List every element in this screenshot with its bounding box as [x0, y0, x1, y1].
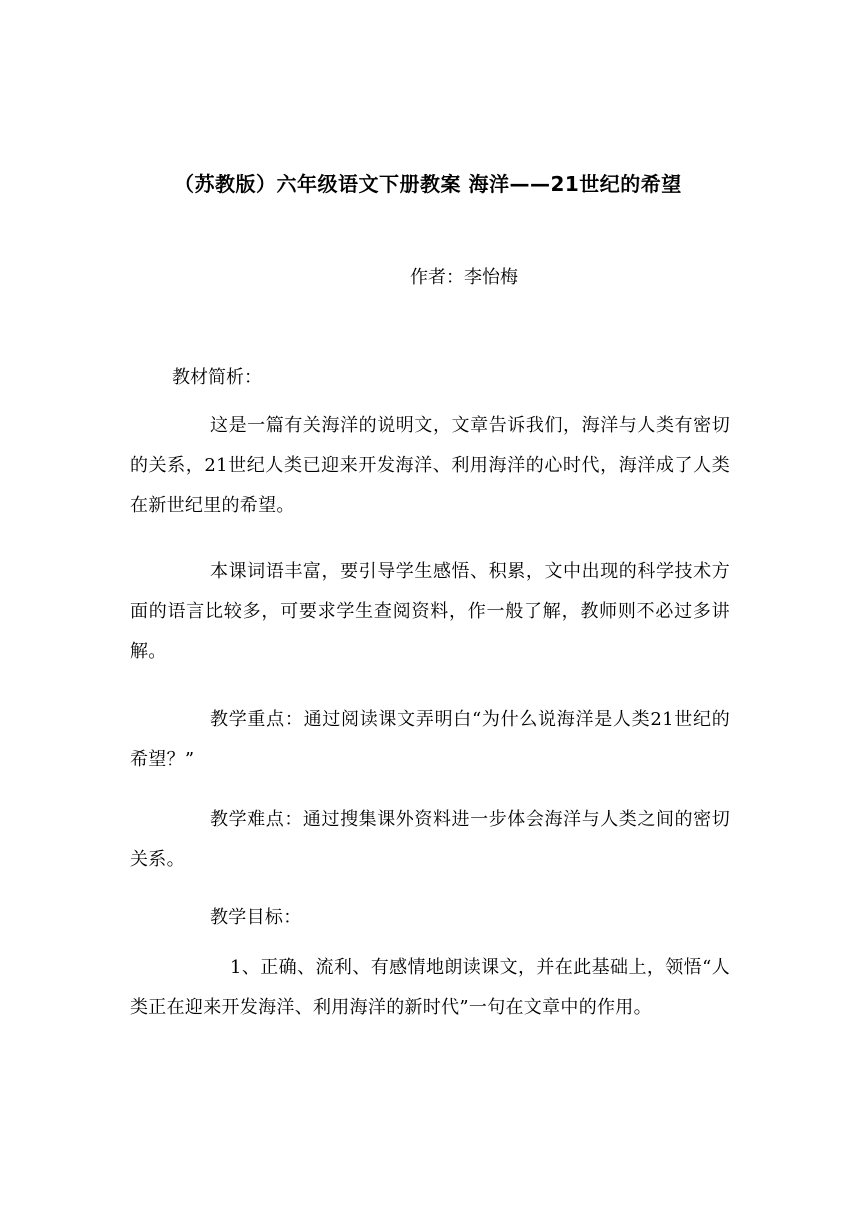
paragraph-objective-1: 1、正确、流利、有感情地朗读课文，并在此基础上，领悟“人类正在迎来开发海洋、利用海洋的新时代”一句在文章中的作用。 — [130, 957, 730, 1018]
paragraph-intro: 这是一篇有关海洋的说明文，文章告诉我们，海洋与人类有密切的关系，21世纪人类已迎来开发海洋、利用海洋的心时代，海洋成了人类在新世纪里的希望。 — [130, 415, 730, 516]
paragraph-difficulty: 教学难点：通过搜集课外资料进一步体会海洋与人类之间的密切关系。 — [130, 809, 730, 870]
paragraph-objectives-label: 教学目标： — [210, 907, 302, 928]
paragraph-key-point: 教学重点：通过阅读课文弄明白“为什么说海洋是人类21世纪的希望？” — [130, 709, 730, 770]
document-title: （苏教版）六年级语文下册教案 海洋——21世纪的希望 — [174, 172, 682, 196]
paragraph-vocabulary: 本课词语丰富，要引导学生感悟、积累，文中出现的科学技术方面的语言比较多，可要求学生查阅资料，作一般了解，教师则不必过多讲解。 — [130, 561, 730, 662]
section-label-materials: 教材简析： — [172, 367, 262, 388]
author-line: 作者：李怡梅 — [410, 267, 518, 288]
